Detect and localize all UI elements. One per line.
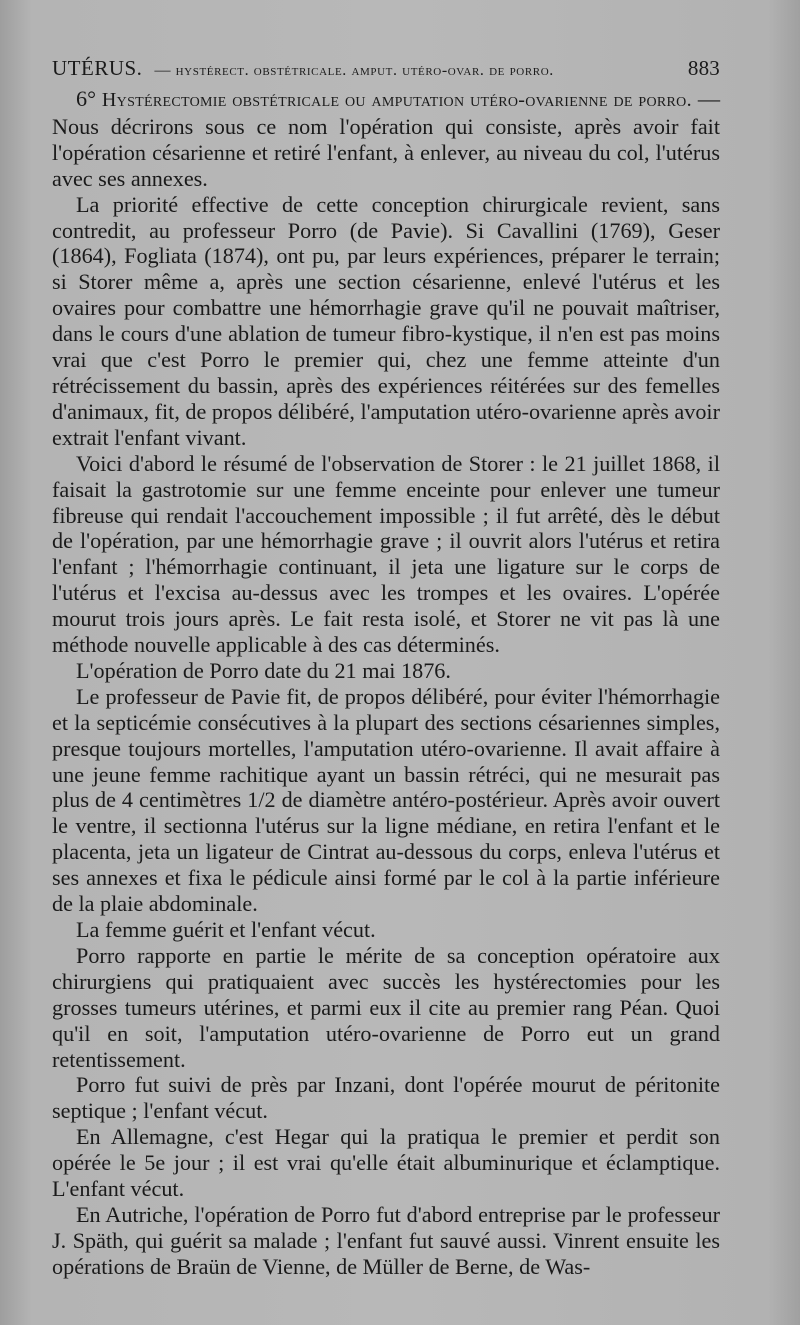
paragraph: L'opération de Porro date du 21 mai 1876. bbox=[76, 657, 451, 683]
paragraph: La priorité effective de cette conception chirurgicale revient, sans contredit, au professeur Porro (de Pavie). Si Cavallini (1769), Geser (1864), Fogliata (1874), ont pu, par leurs expériences, préparer le terrain; si Storer même a, après une section césarienne, enlevé l'utérus et les ovaires pour combattre une hémorrhagie grave qu'il ne pouvait maîtriser, dans le cours d'une ablation de tumeur fibro-kystique, il n'en est pas moins vrai que c'est Porro le premier qui, chez une femme atteinte d'un rétrécissement du bassin, après des expériences réitérées sur des femelles d'animaux, fit, de propos délibéré, l'amputation utéro-ovarienne après avoir extrait l'enfant vivant. bbox=[52, 191, 720, 450]
page-number: 883 bbox=[687, 56, 720, 80]
paragraph: Voici d'abord le résumé de l'observation de Storer : le 21 juillet 1868, il faisait la gastrotomie sur une femme enceinte pour enlever une tumeur fibreuse qui rendait l'accouchement impossible ; il fut arrêté, dès le début de l'opération, par une hémorrhagie grave ; il ouvrit alors l'utérus et retira l'enfant ; l'hémorrhagie continuant, il jeta une ligature sur le corps de l'utérus et l'excisa au-dessus avec les trompes et les ovaires. L'opérée mourut trois jours après. Le fait resta isolé, et Storer ne vit pas là une méthode nouvelle applicable à des cas déterminés. bbox=[52, 450, 720, 658]
body-text bbox=[52, 86, 720, 1280]
running-head-title: UTÉRUS. bbox=[52, 56, 143, 80]
section-title: Hystérectomie obstétricale ou amputation utéro-ovarienne de porro. bbox=[101, 89, 692, 111]
section-number: 6° bbox=[76, 86, 96, 111]
paragraph: Le professeur de Pavie fit, de propos délibéré, pour éviter l'hémorrhagie et la septicémie consécutives à la plupart des sections césariennes simples, presque toujours mortelles, l'amputation utéro-ovarienne. Il avait affaire à une jeune femme rachitique ayant un bassin rétréci, qui ne mesurait pas plus de 4 centimètres 1/2 de diamètre antéro-postérieur. Après avoir ouvert le ventre, il sectionna l'utérus sur la ligne médiane, en retira l'enfant et le placenta, jeta un ligateur de Cintrat au-dessous du corps, enleva l'utérus et ses annexes et fixa le pédicule ainsi formé par le col à la partie inférieure de la plaie abdominale. bbox=[52, 683, 720, 917]
running-head bbox=[52, 56, 720, 86]
paragraph: Porro fut suivi de près par Inzani, dont l'opérée mourut de péritonite septique ; l'enfant vécut. bbox=[52, 1072, 720, 1124]
paragraph: En Autriche, l'opération de Porro fut d'abord entreprise par le professeur J. Späth, qui guérit sa malade ; l'enfant fut sauvé aussi. Vinrent ensuite les opérations de Braün de Vienne, de Müller de Berne, de Was- bbox=[52, 1201, 720, 1279]
book-page bbox=[52, 56, 720, 1280]
paragraph: En Allemagne, c'est Hegar qui la pratiqua le premier et perdit son opérée le 5e jour ; il est vrai qu'elle était albuminurique et éclamptique. L'enfant vécut. bbox=[52, 1124, 720, 1202]
paragraph: Porro rapporte en partie le mérite de sa conception opératoire aux chirurgiens qui pratiquaient avec succès les hystérectomies pour les grosses tumeurs utérines, et parmi eux il cite au premier rang Péan. Quoi qu'il en soit, l'amputation utéro-ovarienne de Porro eut un grand retentissement. bbox=[52, 942, 720, 1072]
section-intro-text: — Nous décrirons sous ce nom l'opération qui consiste, après avoir fait l'opération césarienne et retiré l'enfant, à enlever, au niveau du col, l'utérus avec ses annexes. bbox=[52, 86, 721, 191]
section-opening-paragraph bbox=[52, 86, 720, 192]
running-head-subtitle: — hystérect. obstétricale. amput. utéro-ovar. de porro. bbox=[154, 62, 554, 79]
paragraph: La femme guérit et l'enfant vécut. bbox=[76, 917, 376, 942]
